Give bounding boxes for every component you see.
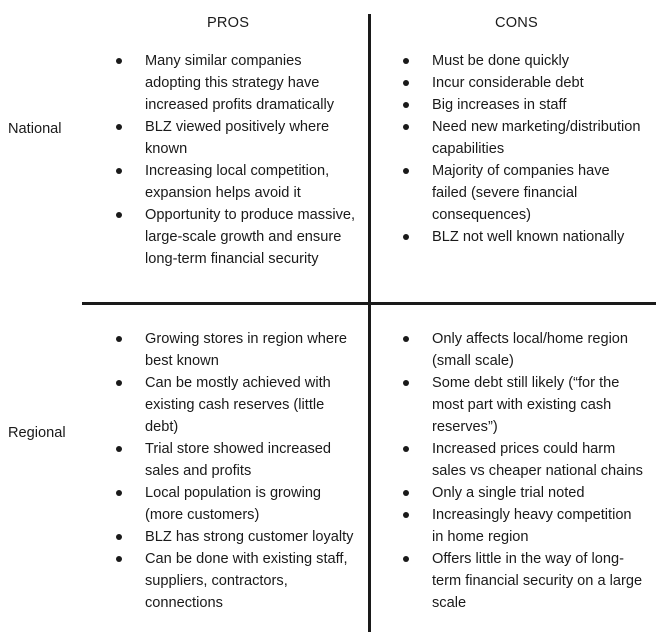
list-item: Increased prices could harm sales vs cheaper national chains <box>403 438 643 482</box>
row-label-national: National <box>8 121 62 137</box>
horizontal-divider <box>82 302 656 305</box>
list-item: BLZ has strong customer loyalty <box>116 526 356 548</box>
vertical-divider <box>368 14 371 632</box>
national-pros-list <box>116 50 356 270</box>
list-item: Need new marketing/distribution capabilities <box>403 116 643 160</box>
list-item: Majority of companies have failed (severe financial consequences) <box>403 160 643 226</box>
list-item: Local population is growing (more customers) <box>116 482 356 526</box>
list-item: Offers little in the way of long-term financial security on a large scale <box>403 548 643 614</box>
list-item: BLZ not well known nationally <box>403 226 643 248</box>
list-item: Trial store showed increased sales and profits <box>116 438 356 482</box>
list-item: Increasing local competition, expansion helps avoid it <box>116 160 356 204</box>
pros-header: PROS <box>207 15 250 31</box>
list-item: Many similar companies adopting this strategy have increased profits dramatically <box>116 50 356 116</box>
list-item: Incur considerable debt <box>403 72 643 94</box>
list-item: BLZ viewed positively where known <box>116 116 356 160</box>
list-item: Must be done quickly <box>403 50 643 72</box>
row-label-regional: Regional <box>8 425 66 441</box>
regional-pros-list <box>116 328 356 614</box>
list-item: Only a single trial noted <box>403 482 643 504</box>
list-item: Increasingly heavy competition in home region <box>403 504 643 548</box>
regional-cons-list <box>403 328 643 614</box>
list-item: Can be done with existing staff, suppliers, contractors, connections <box>116 548 356 614</box>
list-item: Growing stores in region where best known <box>116 328 356 372</box>
list-item: Can be mostly achieved with existing cash reserves (little debt) <box>116 372 356 438</box>
list-item: Big increases in staff <box>403 94 643 116</box>
list-item: Opportunity to produce massive, large-scale growth and ensure long-term financial security <box>116 204 356 270</box>
list-item: Only affects local/home region (small scale) <box>403 328 643 372</box>
cons-header: CONS <box>495 15 538 31</box>
list-item: Some debt still likely (“for the most part with existing cash reserves”) <box>403 372 643 438</box>
national-cons-list <box>403 50 643 248</box>
